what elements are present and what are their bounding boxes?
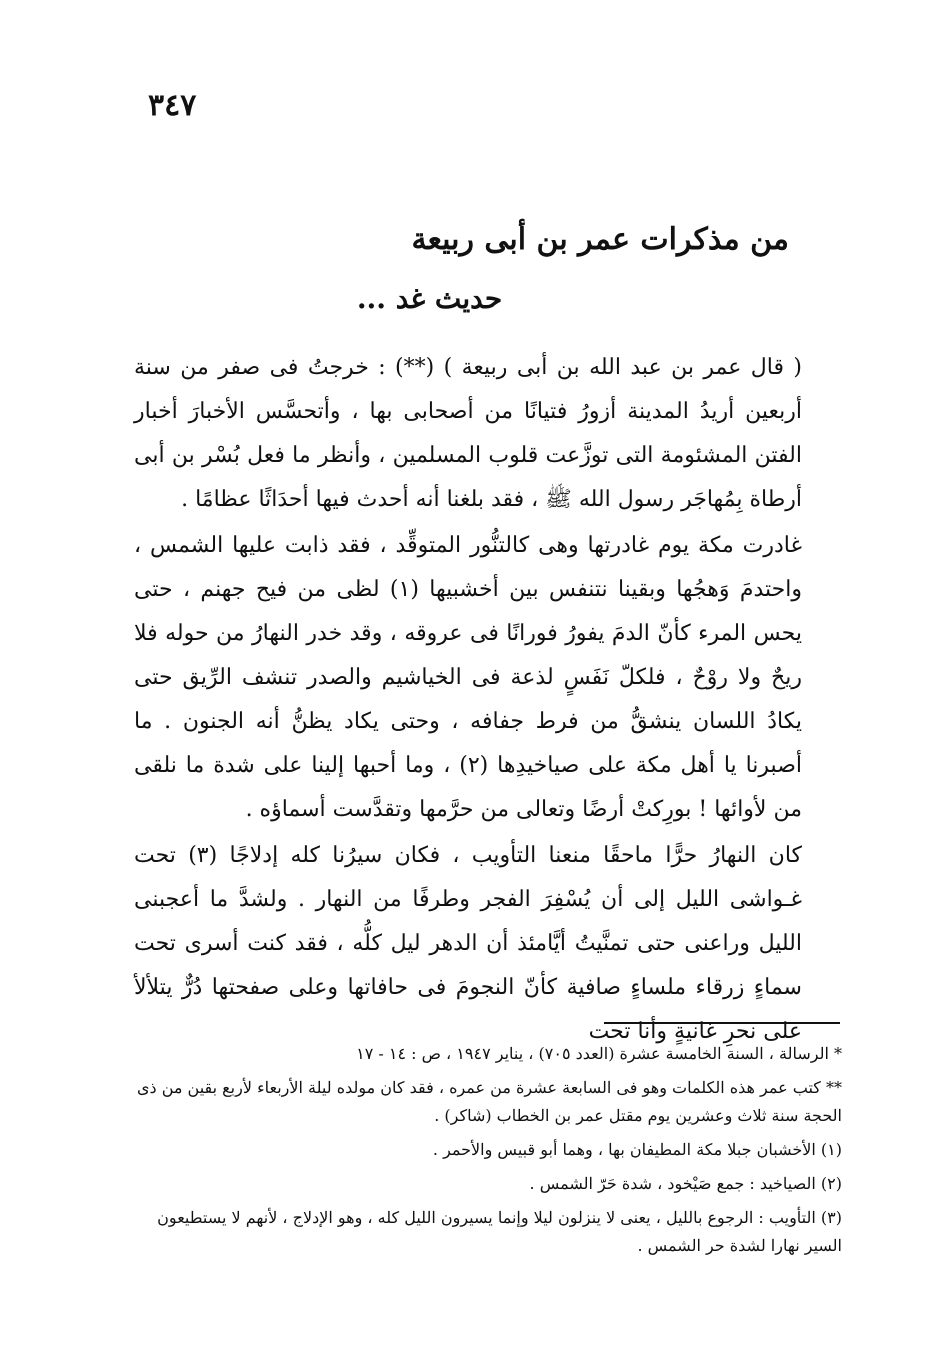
footnote: (١) الأخشبان جبلا مكة المطيفان بها ، وهما أبو قبيس والأحمر . bbox=[432, 1140, 842, 1159]
footnote: (٢) الصياخيد : جمع صَيْخود ، شدة حَرّ الشمس . bbox=[529, 1174, 842, 1193]
article-subtitle: حديث غد ... bbox=[356, 282, 503, 315]
footnote-divider bbox=[604, 1022, 840, 1024]
footnotes bbox=[136, 1040, 842, 1260]
footnote: * الرسالة ، السنة الخامسة عشرة (العدد ٧٠٥) ، يناير ١٩٤٧ ، ص : ١٤ - ١٧ bbox=[356, 1044, 842, 1063]
paragraph: ( قال عمر بن عبد الله بن أبى ربيعة ) (**) : خرجتُ فى صفر من سنة أربعين أريدُ المدينة أزورُ فتيانًا من أصحابى بها ، وأتحسَّس الأخبارَ أخبار الفتن المشئومة التى توزَّعت قلوب المسلمين ، وأنظر ما فعل بُسْر بن أبى أرطاة بِمُهاجَر رسول الله ﷺ ، فقد بلغنا أنه أحدث فيها أحدَاثًا عظامًا . bbox=[134, 355, 802, 512]
page-number: ٣٤٧ bbox=[148, 88, 197, 123]
footnote: ** كتب عمر هذه الكلمات وهو فى السابعة عشرة من عمره ، فقد كان مولده ليلة الأربعاء لأربع بقين من ذى الحجة سنة ثلاث وعشرين يوم مقتل عمر بن الخطاب (شاكر) . bbox=[136, 1078, 842, 1125]
paragraph: غادرت مكة يوم غادرتها وهى كالتنُّور المتوقِّد ، فقد ذابت عليها الشمس ، واحتدمَ وَهجُها وبقينا نتنفس بين أخشبيها (١) لظى من فيح جهنم ، حتى يحس المرء كأنّ الدمَ يفورُ فورانًا فى عروقه ، وقد خدر النهارُ من حوله فلا ريحٌ ولا روْحٌ ، فلكلّ نَفَسٍ لذعة فى الخياشيم والصدر تنشف الرِّيق حتى يكادُ اللسان ينشقُّ من فرط جفافه ، وحتى يكاد يظنُّ أنه الجنون . ما أصبرنا يا أهل مكة على صياخيدِها (٢) ، وما أحبها إلينا على شدة ما نلقى من لأوائها ! بورِكتْ أرضًا وتعالى من حرَّمها وتقدَّست أسماؤه . bbox=[134, 533, 802, 822]
paragraph: كان النهارُ حرًّا ماحقًا منعنا التأويب ، فكان سيرُنا كله إدلاجًا (٣) تحت غـواشى الليل إلى أن يُسْفِرَ الفجر وطرفًا من النهار . ولشدَّ ما أعجبنى الليل وراعنى حتى تمنَّيتُ أيَّامئذ أن الدهر ليل كلُّه ، فقد كنت أسرى تحت سماءٍ زرقاء ملساءٍ صافية كأنّ النجومَ فى حافاتها وعلى صفحتها دُرٌّ يتلألأ على نحرِ غانيةٍ وأنا تحت bbox=[134, 843, 802, 1044]
article-title: من مذكرات عمر بن أبى ربيعة bbox=[411, 222, 789, 257]
article-body bbox=[134, 346, 802, 1054]
footnote: (٣) التأويب : الرجوع بالليل ، يعنى لا ينزلون ليلا وإنما يسيرون الليل كله ، وهو الإدلاج ، لأنهم لا يستطيعون السير نهارا لشدة حر الشمس . bbox=[157, 1208, 842, 1255]
